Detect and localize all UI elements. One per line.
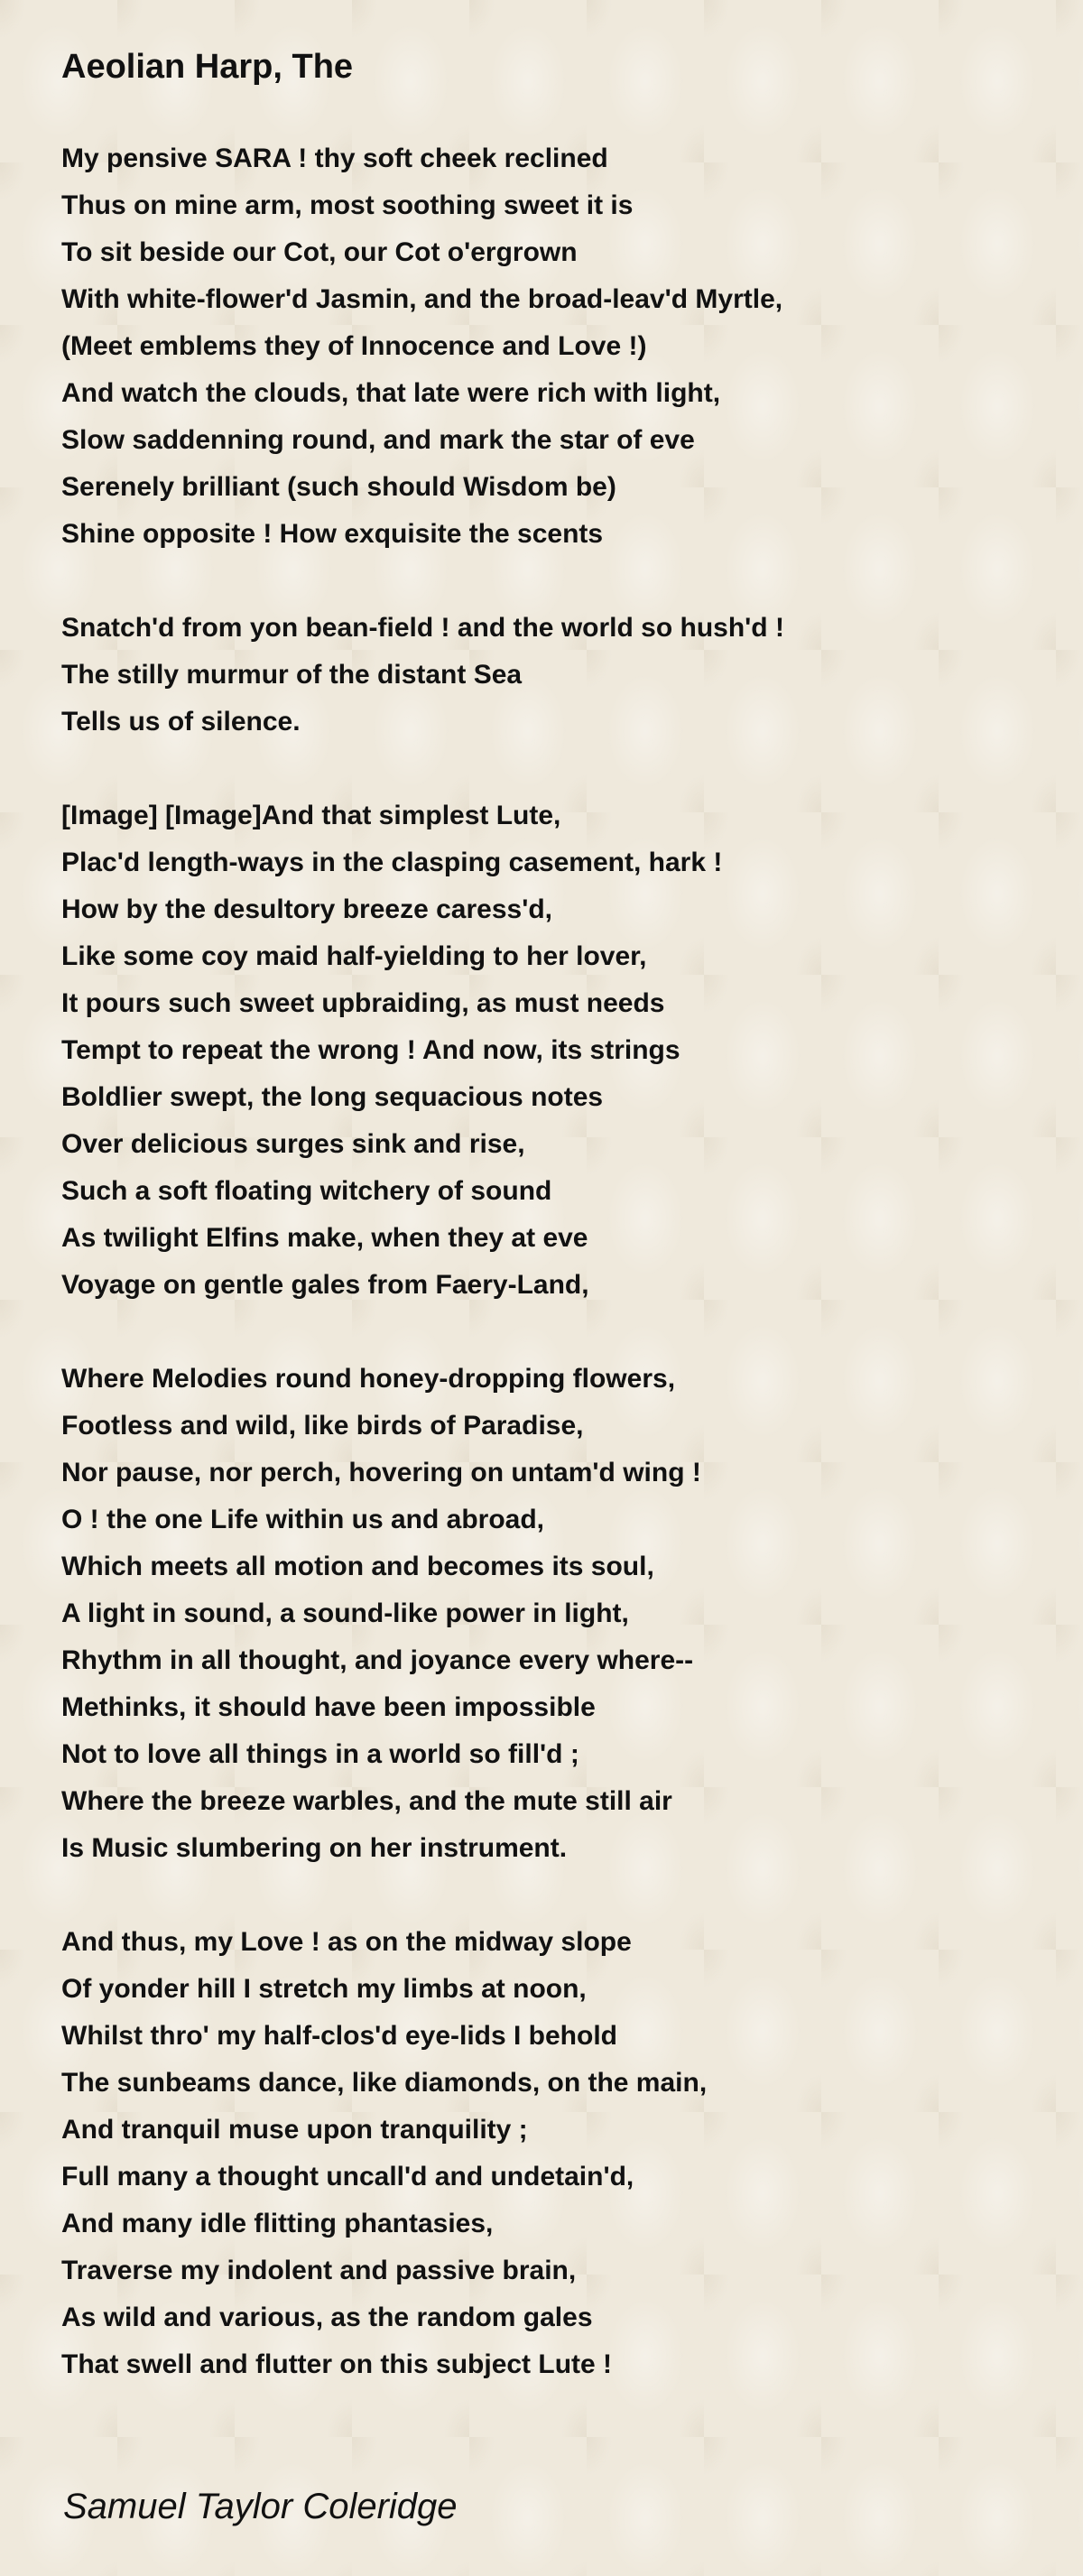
poem-line: My pensive SARA ! thy soft cheek reclined bbox=[61, 144, 608, 173]
poem-line: As wild and various, as the random gales bbox=[61, 2303, 593, 2332]
poem-line: Thus on mine arm, most soothing sweet it is bbox=[61, 190, 634, 220]
poem-line: Whilst thro' my half-clos'd eye-lids I behold bbox=[61, 2021, 617, 2051]
poem-line: Is Music slumbering on her instrument. bbox=[61, 1833, 568, 1863]
poem-line: How by the desultory breeze caress'd, bbox=[61, 894, 552, 924]
poem-line: Tempt to repeat the wrong ! And now, its strings bbox=[61, 1035, 680, 1065]
poem-title: Aeolian Harp, The bbox=[61, 48, 354, 86]
poem-line: With white-flower'd Jasmin, and the broad-leav'd Myrtle, bbox=[61, 284, 783, 314]
poem-line: Voyage on gentle gales from Faery-Land, bbox=[61, 1270, 589, 1300]
poem-author: Samuel Taylor Coleridge bbox=[63, 2487, 458, 2526]
poem-line: (Meet emblems they of Innocence and Love !) bbox=[61, 331, 647, 361]
poem-line: Nor pause, nor perch, hovering on untam'd wing ! bbox=[61, 1458, 701, 1487]
stanza bbox=[61, 1356, 1054, 1872]
poem-line: That swell and flutter on this subject Lute ! bbox=[61, 2349, 613, 2379]
poem-line: Methinks, it should have been impossible bbox=[61, 1692, 596, 1722]
poem-line: Over delicious surges sink and rise, bbox=[61, 1129, 525, 1159]
poem-line: Where the breeze warbles, and the mute still air bbox=[61, 1786, 672, 1816]
poem-line: As twilight Elfins make, when they at eve bbox=[61, 1223, 588, 1253]
poem-line: Full many a thought uncall'd and undetain'd, bbox=[61, 2162, 634, 2191]
poem-line: And thus, my Love ! as on the midway slope bbox=[61, 1927, 632, 1957]
stanza bbox=[61, 605, 1054, 746]
stanza bbox=[61, 1919, 1054, 2388]
poem-line: It pours such sweet upbraiding, as must needs bbox=[61, 988, 665, 1018]
poem-line: And tranquil muse upon tranquility ; bbox=[61, 2115, 528, 2145]
poem-line: Footless and wild, like birds of Paradise, bbox=[61, 1411, 584, 1441]
poem-line: Slow saddenning round, and mark the star of eve bbox=[61, 425, 695, 455]
poem-line: Serenely brilliant (such should Wisdom be) bbox=[61, 472, 616, 502]
poem-line: And watch the clouds, that late were rich with light, bbox=[61, 378, 721, 408]
poem-line: And many idle flitting phantasies, bbox=[61, 2209, 494, 2238]
poem-body bbox=[61, 135, 1054, 2435]
poem-line: [Image] [Image]And that simplest Lute, bbox=[61, 801, 561, 830]
poem-line: Rhythm in all thought, and joyance every where-- bbox=[61, 1645, 694, 1675]
poem-line: The sunbeams dance, like diamonds, on the main, bbox=[61, 2068, 708, 2098]
stanza bbox=[61, 792, 1054, 1309]
poem-line: Snatch'd from yon bean-field ! and the world so hush'd ! bbox=[61, 613, 784, 643]
poem-line: O ! the one Life within us and abroad, bbox=[61, 1505, 545, 1534]
poem-line: Such a soft floating witchery of sound bbox=[61, 1176, 552, 1206]
poem-line: Plac'd length-ways in the clasping casement, hark ! bbox=[61, 848, 723, 877]
poem-line: Tells us of silence. bbox=[61, 707, 301, 737]
poem-line: Not to love all things in a world so fill'd ; bbox=[61, 1739, 579, 1769]
poem-line: A light in sound, a sound-like power in light, bbox=[61, 1598, 629, 1628]
poem-line: Where Melodies round honey-dropping flowers, bbox=[61, 1364, 676, 1394]
poem-line: Like some coy maid half-yielding to her lover, bbox=[61, 941, 647, 971]
poem-line: Boldlier swept, the long sequacious notes bbox=[61, 1082, 604, 1112]
stanza bbox=[61, 135, 1054, 558]
poem-line: Traverse my indolent and passive brain, bbox=[61, 2256, 577, 2285]
poem-line: The stilly murmur of the distant Sea bbox=[61, 660, 523, 690]
poem-line: Shine opposite ! How exquisite the scents bbox=[61, 519, 604, 549]
poem-line: Which meets all motion and becomes its soul, bbox=[61, 1552, 654, 1581]
poem-line: To sit beside our Cot, our Cot o'ergrown bbox=[61, 237, 578, 267]
poem-line: Of yonder hill I stretch my limbs at noon, bbox=[61, 1974, 587, 2004]
